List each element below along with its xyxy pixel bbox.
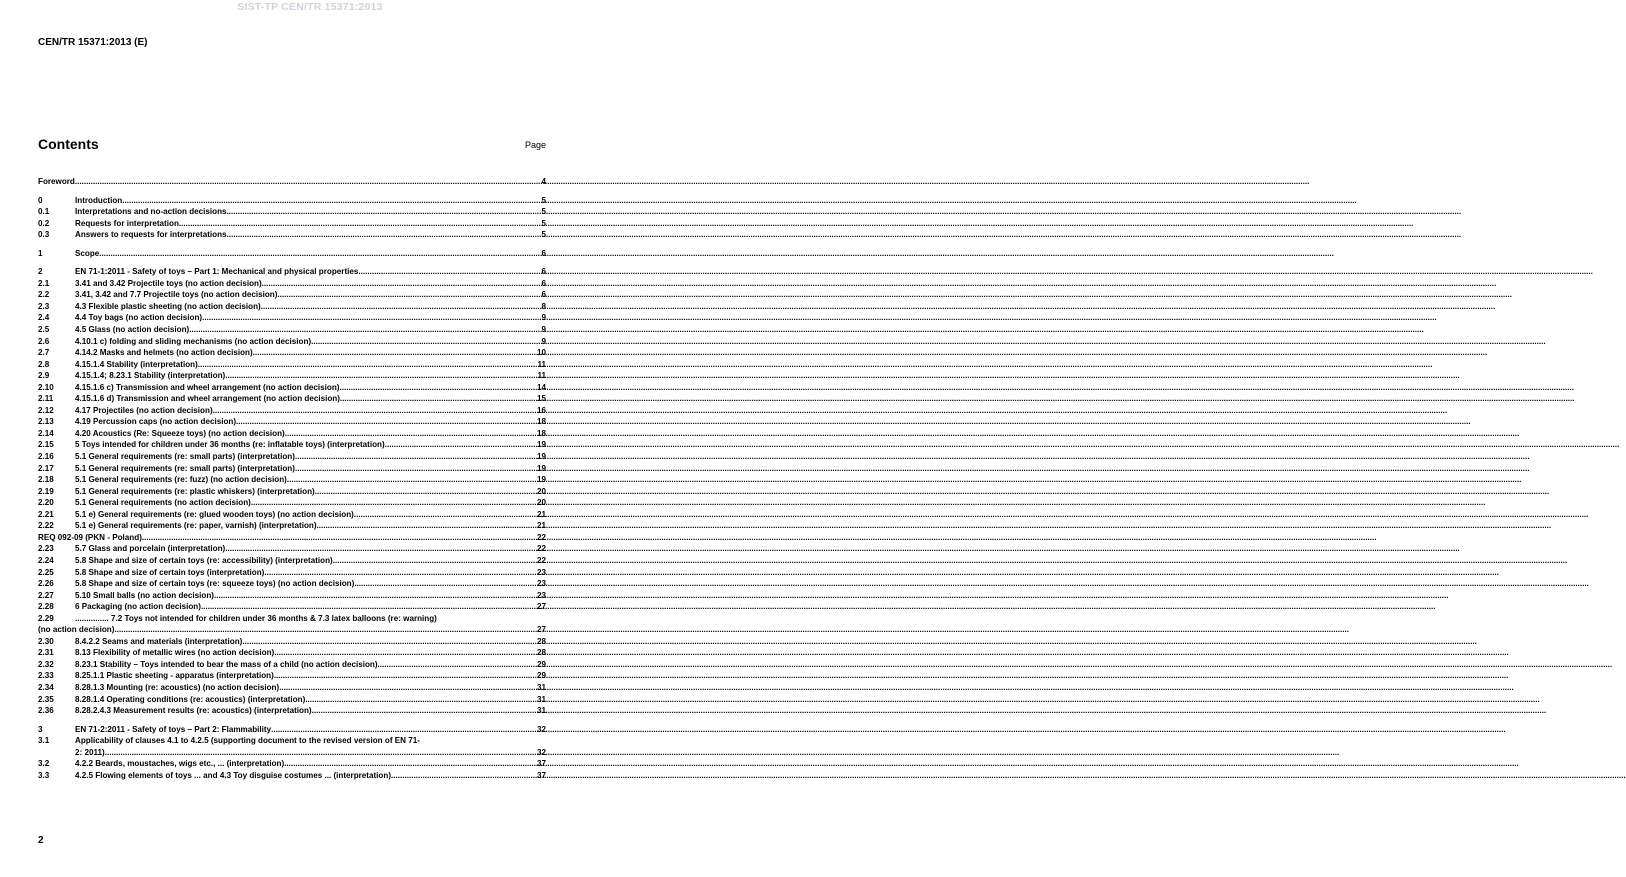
toc-leader-dots	[317, 520, 536, 532]
toc-entry-title: 3.41, 3.42 and 7.7 Projectile toys (no action decision)	[75, 290, 278, 300]
toc-entry[interactable]	[38, 567, 546, 579]
toc-leader-dots	[202, 312, 540, 324]
toc-entry-page: 11	[537, 371, 546, 381]
toc-entry-page: 21	[536, 521, 546, 531]
toc-leader-dots	[225, 543, 536, 555]
toc-entry-number: 2.22	[38, 521, 54, 531]
toc-entry[interactable]	[38, 659, 546, 671]
toc-entry-number: 2.19	[38, 486, 54, 496]
toc-entry-title: Interpretations and no-action decisions	[75, 207, 227, 217]
toc-entry-page: 6	[541, 267, 546, 277]
toc-entry-number: 2.34	[38, 682, 54, 692]
toc-entry-title-continued: 2: 2011)	[75, 747, 105, 757]
toc-leader-dots	[142, 532, 536, 544]
toc-entry-number: 2.29	[38, 613, 54, 623]
toc-entry-title: 8.25.1.1 Plastic sheeting - apparatus (interpretation)	[75, 671, 274, 681]
toc-leader-dots	[339, 382, 536, 394]
toc-entry-page: 15	[536, 394, 546, 404]
toc-entry-number: 2.36	[38, 706, 54, 716]
toc-entry-page: 9	[541, 313, 546, 323]
toc-entry-title: 5 Toys intended for children under 36 months (re: inflatable toys) (interpretation)	[75, 440, 385, 450]
toc-leader-dots	[315, 486, 536, 498]
toc-entry-page: 28	[536, 648, 546, 658]
toc-entry-page: 5	[541, 195, 546, 205]
toc-entry-page: 27	[536, 625, 546, 635]
toc-entry-title: 5.1 e) General requirements (re: paper, varnish) (interpretation)	[75, 521, 317, 531]
toc-entry-number: 3.1	[38, 736, 50, 746]
toc-entry-number: 2.28	[38, 602, 54, 612]
toc-entry-page: 6	[541, 290, 546, 300]
toc-leader-dots	[277, 289, 540, 301]
toc-entry-page: 29	[536, 659, 546, 669]
toc-leader-dots	[227, 229, 541, 241]
toc-entry-page: 19	[536, 440, 546, 450]
toc-entry[interactable]	[38, 735, 546, 758]
toc-entry[interactable]	[38, 724, 546, 736]
toc-entry-number: 2.7	[38, 348, 50, 358]
toc-entry-number: 0.2	[38, 218, 50, 228]
toc-entry[interactable]	[38, 278, 546, 290]
toc-entry-title: 5.1 General requirements (re: fuzz) (no action decision)	[75, 475, 287, 485]
toc-entry-title: Requests for interpretation	[75, 218, 179, 228]
toc-entry-page: 18	[536, 428, 546, 438]
toc-leader-dots	[287, 474, 536, 486]
toc-entry-number: 2.27	[38, 590, 54, 600]
contents-heading: Contents	[38, 136, 99, 152]
toc-leader-dots	[385, 439, 536, 451]
toc-entry[interactable]	[38, 176, 546, 188]
toc-entry[interactable]	[38, 647, 546, 659]
toc-entry-title: 3.41 and 3.42 Projectile toys (no action decision)	[75, 278, 262, 288]
toc-entry[interactable]	[38, 520, 546, 532]
toc-entry[interactable]	[38, 694, 546, 706]
toc-leader-dots	[253, 347, 536, 359]
toc-entry-page: 27	[536, 602, 546, 612]
toc-entry-title: 5.7 Glass and porcelain (interpretation)	[75, 544, 226, 554]
toc-entry-page: 5	[541, 218, 546, 228]
page-column-label: Page	[524, 140, 546, 150]
toc-leader-dots	[391, 770, 536, 782]
toc-entry-title: REQ 092-09 (PKN - Poland)	[38, 532, 142, 542]
toc-entry-page: 9	[541, 336, 546, 346]
toc-entry-number: 2.5	[38, 325, 50, 335]
toc-entry-number: 2.11	[38, 394, 54, 404]
toc-entry-title: 4.20 Acoustics (Re: Squeeze toys) (no action decision)	[75, 428, 285, 438]
toc-leader-dots	[279, 682, 536, 694]
toc-leader-dots	[354, 578, 536, 590]
toc-leader-dots	[214, 590, 536, 602]
document-id: CEN/TR 15371:2013 (E)	[38, 37, 148, 48]
toc-entry-number: 2.9	[38, 371, 50, 381]
toc-entry[interactable]	[38, 578, 546, 590]
toc-entry-page: 19	[536, 463, 546, 473]
toc-entry-page: 31	[536, 682, 546, 692]
toc-entry[interactable]	[38, 543, 546, 555]
toc-entry-title: 8.13 Flexibility of metallic wires (no action decision)	[75, 648, 275, 658]
toc-entry-title: Scope	[75, 248, 100, 258]
toc-entry-title: Answers to requests for interpretations	[75, 230, 227, 240]
toc-entry-number: 2	[38, 267, 43, 277]
toc-entry-page: 32	[536, 724, 546, 734]
toc-entry-number: 2.30	[38, 636, 54, 646]
toc-entry-number: 3.3	[38, 770, 50, 780]
toc-leader-dots	[105, 747, 536, 759]
toc-entry-title: 5.8 Shape and size of certain toys (interpretation)	[75, 567, 265, 577]
toc-entry-number: 2.4	[38, 313, 50, 323]
toc-entry-title: Introduction	[75, 195, 123, 205]
toc-entry[interactable]	[38, 301, 546, 313]
toc-entry[interactable]	[38, 324, 546, 336]
toc-entry[interactable]	[38, 393, 546, 405]
toc-leader-dots	[242, 636, 536, 648]
table-of-contents	[38, 176, 546, 781]
toc-entry-title: 5.8 Shape and size of certain toys (re: accessibility) (interpretation)	[75, 555, 333, 565]
toc-leader-dots	[305, 694, 536, 706]
toc-leader-dots	[264, 567, 536, 579]
toc-entry-number: 1	[38, 248, 43, 258]
toc-entry-number: 0.1	[38, 207, 50, 217]
toc-entry-number: 2.10	[38, 382, 54, 392]
toc-leader-dots	[251, 497, 536, 509]
toc-leader-dots	[114, 624, 536, 636]
toc-leader-dots	[225, 370, 536, 382]
toc-entry[interactable]	[38, 195, 546, 207]
toc-entry-number: 2.12	[38, 405, 54, 415]
toc-leader-dots	[201, 601, 536, 613]
toc-entry-page: 37	[536, 759, 546, 769]
toc-entry-number: 2.25	[38, 567, 54, 577]
toc-entry-number: 2.24	[38, 555, 54, 565]
toc-entry-title: 5.8 Shape and size of certain toys (re: squeeze toys) (no action decision)	[75, 579, 355, 589]
toc-entry[interactable]	[38, 590, 546, 602]
toc-entry-page: 9	[541, 325, 546, 335]
toc-entry[interactable]	[38, 670, 546, 682]
toc-entry-number: 2.6	[38, 336, 50, 346]
toc-entry-page: 29	[536, 671, 546, 681]
toc-entry-page: 5	[541, 230, 546, 240]
toc-leader-dots	[285, 428, 536, 440]
toc-entry-title: Foreword	[38, 177, 75, 186]
toc-leader-dots	[99, 248, 540, 260]
toc-entry[interactable]	[38, 248, 546, 260]
toc-entry-page: 10	[536, 348, 546, 358]
toc-entry[interactable]	[38, 497, 546, 509]
toc-leader-dots	[340, 393, 536, 405]
toc-leader-dots	[262, 278, 541, 290]
toc-leader-dots	[378, 659, 536, 671]
toc-entry-title: 4.3 Flexible plastic sheeting (no action decision)	[75, 301, 261, 311]
toc-entry-page: 37	[536, 770, 546, 780]
toc-entry[interactable]	[38, 705, 546, 717]
toc-entry[interactable]	[38, 509, 546, 521]
toc-entry-page: 22	[536, 544, 546, 554]
toc-entry[interactable]	[38, 682, 546, 694]
toc-entry-title: 4.10.1 c) folding and sliding mechanisms (no action decision)	[75, 336, 312, 346]
toc-entry[interactable]	[38, 439, 546, 451]
toc-entry-page: 5	[541, 207, 546, 217]
toc-leader-dots	[311, 336, 540, 348]
toc-entry[interactable]	[38, 555, 546, 567]
toc-entry-title: 4.15.1.4 Stability (interpretation)	[75, 359, 198, 369]
toc-entry-page: 18	[536, 417, 546, 427]
toc-entry-number: 0.3	[38, 230, 50, 240]
toc-entry-title: 5.1 General requirements (re: small parts) (interpretation)	[75, 452, 295, 462]
toc-entry-page: 21	[536, 509, 546, 519]
toc-entry-title: 4.15.1.6 c) Transmission and wheel arrangement (no action decision)	[75, 382, 340, 392]
toc-entry-title: 4.17 Projectiles (no action decision)	[75, 405, 213, 415]
toc-entry[interactable]	[38, 613, 546, 636]
toc-entry-number: 2.31	[38, 648, 54, 658]
toc-entry-title: 8.4.2.2 Seams and materials (interpretation)	[75, 636, 243, 646]
toc-entry-number: 2.14	[38, 428, 54, 438]
toc-entry-title: 4.19 Percussion caps (no action decision)	[75, 417, 237, 427]
toc-entry-number: 2.35	[38, 694, 54, 704]
toc-entry-number: 3.2	[38, 759, 50, 769]
toc-entry-page: 4	[541, 177, 546, 186]
toc-entry[interactable]	[38, 474, 546, 486]
toc-entry-number: 2.17	[38, 463, 54, 473]
toc-entry-number: 3	[38, 724, 43, 734]
toc-entry-title: 4.15.1.6 d) Transmission and wheel arrangement (no action decision)	[75, 394, 340, 404]
toc-leader-dots	[179, 218, 541, 230]
toc-entry-title: ............... 7.2 Toys not intended for children under 36 months & 7.3 latex balloons (re: warning)	[75, 613, 437, 623]
toc-entry[interactable]	[38, 206, 546, 218]
toc-leader-dots	[295, 463, 536, 475]
toc-entry[interactable]	[38, 758, 546, 770]
toc-entry[interactable]	[38, 382, 546, 394]
toc-entry-page: 8	[541, 301, 546, 311]
toc-entry[interactable]	[38, 289, 546, 301]
toc-entry-title: EN 71-2:2011 - Safety of toys – Part 2: Flammability	[75, 724, 272, 734]
toc-entry[interactable]	[38, 359, 546, 371]
toc-entry-title-continued: (no action decision)	[38, 625, 115, 635]
toc-leader-dots	[333, 555, 536, 567]
toc-entry-page: 31	[536, 694, 546, 704]
toc-entry[interactable]	[38, 405, 546, 417]
toc-entry[interactable]	[38, 601, 546, 613]
toc-entry-page: 20	[536, 498, 546, 508]
watermark: SIST-TP CEN/TR 15371:2013	[237, 1, 383, 13]
toc-leader-dots	[284, 758, 536, 770]
toc-leader-dots	[236, 416, 536, 428]
toc-leader-dots	[198, 359, 537, 371]
toc-leader-dots	[274, 647, 536, 659]
toc-entry-title: 5.1 General requirements (no action decision)	[75, 498, 251, 508]
toc-leader-dots	[358, 266, 540, 278]
toc-entry-page: 23	[536, 579, 546, 589]
toc-entry-number: 2.15	[38, 440, 54, 450]
toc-entry[interactable]	[38, 451, 546, 463]
toc-entry-number: 2.20	[38, 498, 54, 508]
toc-leader-dots	[312, 705, 536, 717]
toc-entry-page: 16	[536, 405, 546, 415]
toc-leader-dots	[261, 301, 541, 313]
toc-entry-title: 4.2.2 Beards, moustaches, wigs etc., ... (interpretation)	[75, 759, 285, 769]
toc-entry[interactable]	[38, 229, 546, 241]
toc-entry[interactable]	[38, 218, 546, 230]
toc-entry-number: 2.1	[38, 278, 50, 288]
toc-entry[interactable]	[38, 463, 546, 475]
toc-entry-page: 6	[541, 278, 546, 288]
toc-leader-dots	[227, 206, 541, 218]
toc-leader-dots	[354, 509, 536, 521]
toc-entry-title: 5.1 General requirements (re: plastic whiskers) (interpretation)	[75, 486, 315, 496]
toc-leader-dots	[122, 195, 540, 207]
toc-entry[interactable]	[38, 416, 546, 428]
toc-leader-dots	[75, 176, 541, 188]
page-number: 2	[38, 835, 44, 846]
toc-entry[interactable]	[38, 428, 546, 440]
toc-entry-title: 5.1 e) General requirements (re: glued wooden toys) (no action decision)	[75, 509, 354, 519]
toc-entry-number: 2.2	[38, 290, 50, 300]
toc-leader-dots	[213, 405, 536, 417]
toc-entry[interactable]	[38, 347, 546, 359]
toc-entry-title: 4.15.1.4; 8.23.1 Stability (interpretation)	[75, 371, 226, 381]
toc-entry-title: 6 Packaging (no action decision)	[75, 602, 201, 612]
toc-entry-page: 19	[536, 452, 546, 462]
toc-entry-title: 8.28.1.3 Mounting (re: acoustics) (no action decision)	[75, 682, 280, 692]
toc-entry[interactable]	[38, 532, 546, 544]
toc-leader-dots	[295, 451, 536, 463]
toc-entry-title: 5.10 Small balls (no action decision)	[75, 590, 214, 600]
toc-leader-dots	[274, 670, 536, 682]
toc-entry[interactable]	[38, 336, 546, 348]
toc-entry-number: 2.16	[38, 452, 54, 462]
toc-entry-page: 6	[541, 248, 546, 258]
toc-entry-number: 2.32	[38, 659, 54, 669]
toc-entry[interactable]	[38, 370, 546, 382]
toc-entry-number: 2.18	[38, 475, 54, 485]
toc-entry-page: 31	[536, 706, 546, 716]
toc-leader-dots	[189, 324, 540, 336]
toc-entry-title: 4.2.5 Flowing elements of toys ... and 4.3 Toy disguise costumes ... (interpretation)	[75, 770, 392, 780]
toc-entry[interactable]	[38, 770, 546, 782]
toc-entry-title: 8.23.1 Stability – Toys intended to bear the mass of a child (no action decision)	[75, 659, 378, 669]
toc-entry-page: 22	[536, 555, 546, 565]
toc-entry[interactable]	[38, 266, 546, 278]
toc-entry-title: 4.5 Glass (no action decision)	[75, 325, 190, 335]
toc-entry-page: 32	[536, 747, 546, 757]
toc-entry-number: 2.33	[38, 671, 54, 681]
toc-leader-dots	[271, 724, 536, 736]
toc-entry-title: 8.28.2.4.3 Measurement results (re: acoustics) (interpretation)	[75, 706, 312, 716]
toc-entry-title: Applicability of clauses 4.1 to 4.2.5 (supporting document to the revised version of EN 71-	[75, 736, 420, 746]
toc-entry-number: 2.13	[38, 417, 54, 427]
toc-entry-page: 28	[536, 636, 546, 646]
toc-entry-title: EN 71-1:2011 - Safety of toys – Part 1: Mechanical and physical properties	[75, 267, 359, 277]
toc-entry-page: 19	[536, 475, 546, 485]
toc-entry-page: 23	[536, 590, 546, 600]
toc-entry-title: 5.1 General requirements (re: small parts) (interpretation)	[75, 463, 295, 473]
toc-entry-number: 2.23	[38, 544, 54, 554]
toc-entry-number: 0	[38, 195, 43, 205]
toc-entry-title: 4.4 Toy bags (no action decision)	[75, 313, 203, 323]
toc-entry-title: 4.14.2 Masks and helmets (no action decision)	[75, 348, 253, 358]
toc-entry-number: 2.26	[38, 579, 54, 589]
toc-entry-title: 8.28.1.4 Operating conditions (re: acoustics) (interpretation)	[75, 694, 306, 704]
toc-entry-page: 14	[536, 382, 546, 392]
toc-entry-number: 2.21	[38, 509, 54, 519]
toc-entry[interactable]	[38, 312, 546, 324]
toc-entry[interactable]	[38, 486, 546, 498]
toc-entry-number: 2.3	[38, 301, 50, 311]
toc-entry-page: 11	[537, 359, 546, 369]
toc-entry-number: 2.8	[38, 359, 50, 369]
toc-entry[interactable]	[38, 636, 546, 648]
toc-entry-page: 23	[536, 567, 546, 577]
toc-entry-page: 20	[536, 486, 546, 496]
toc-entry-page: 22	[536, 532, 546, 542]
